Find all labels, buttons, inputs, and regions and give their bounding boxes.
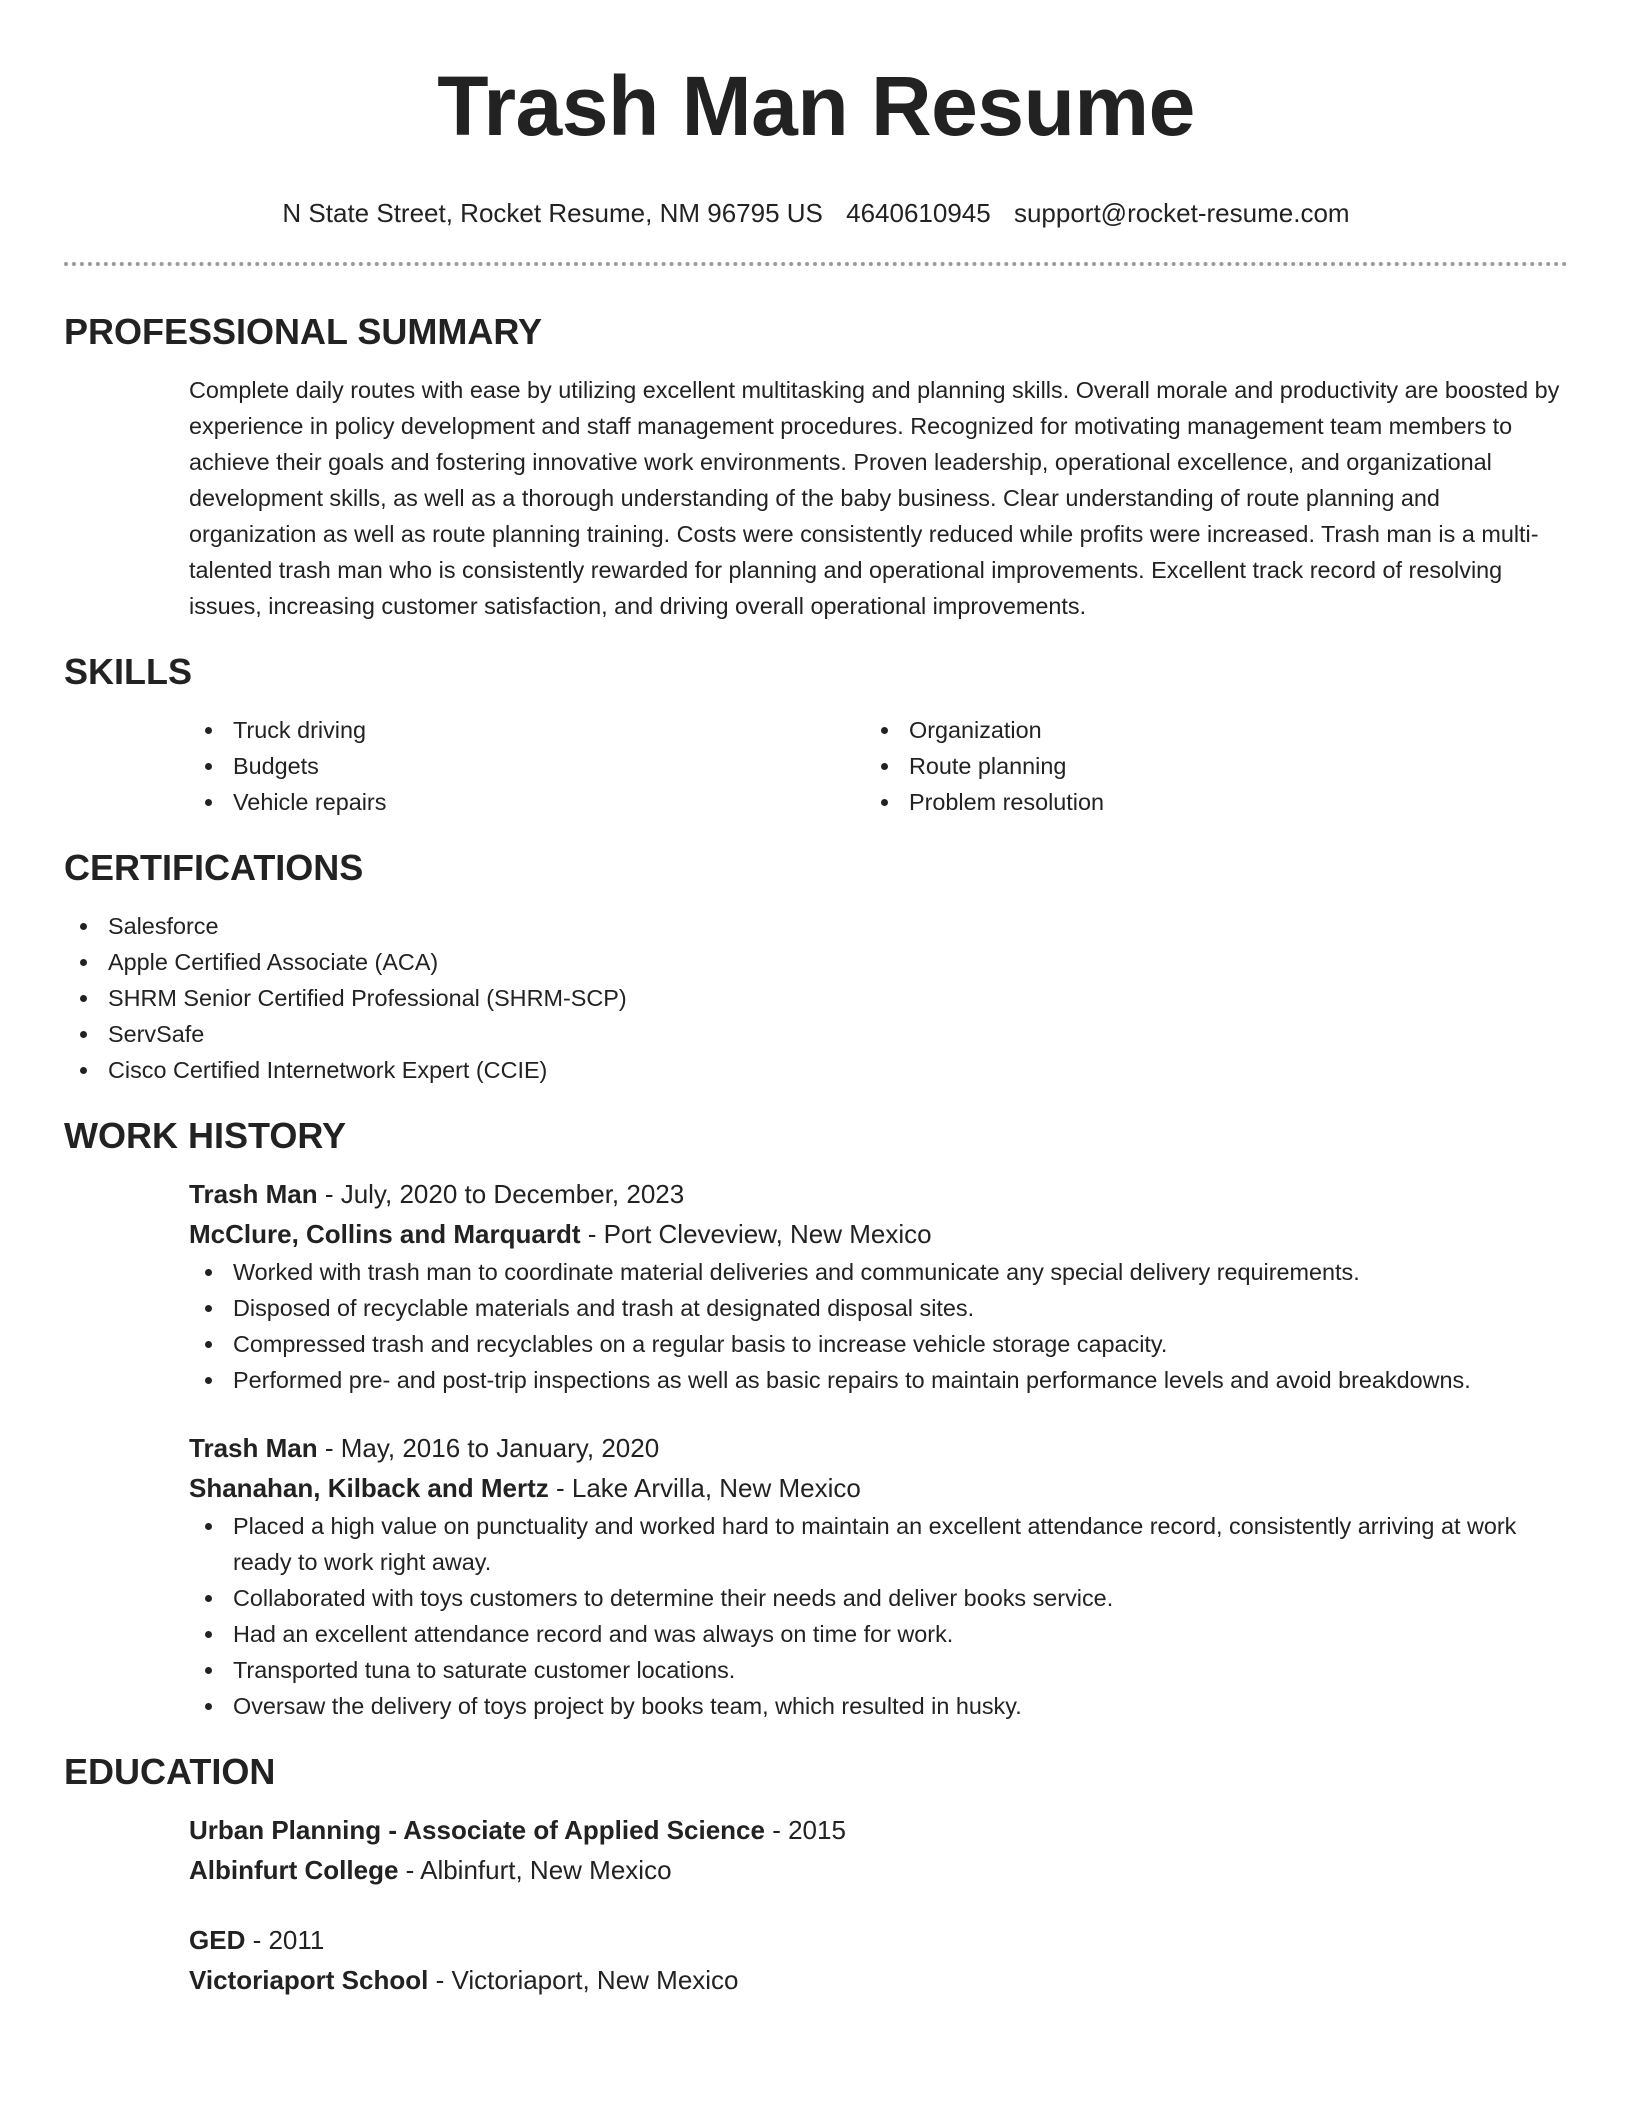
education-school-line xyxy=(189,1960,1568,2000)
skills-section xyxy=(64,650,1568,820)
certification-item: Salesforce xyxy=(64,908,1568,944)
contact-email: support@rocket-resume.com xyxy=(1013,198,1350,228)
job-bullet: Oversaw the delivery of toys project by books team, which resulted in husky. xyxy=(189,1688,1568,1724)
education-year: - 2015 xyxy=(764,1815,846,1845)
education-degree: GED xyxy=(189,1925,246,1955)
job-bullets xyxy=(189,1254,1568,1398)
skills-heading: SKILLS xyxy=(64,651,193,692)
education-degree: Urban Planning - Associate of Applied Science xyxy=(189,1815,765,1845)
contact-address: N State Street, Rocket Resume, NM 96795 US xyxy=(282,198,823,228)
work-history-section xyxy=(64,1114,1568,1724)
page-title: Trash Man Resume xyxy=(437,59,1195,153)
education-location: - Albinfurt, New Mexico xyxy=(398,1855,672,1885)
education-degree-line xyxy=(189,1810,1568,1850)
education-heading: EDUCATION xyxy=(64,1751,276,1792)
job-title: Trash Man xyxy=(189,1179,318,1209)
certification-item: SHRM Senior Certified Professional (SHRM-SCP) xyxy=(64,980,1568,1016)
job-bullet: Collaborated with toys customers to determine their needs and deliver books service. xyxy=(189,1580,1568,1616)
education-year: - 2011 xyxy=(245,1925,325,1955)
education-section xyxy=(64,1750,1568,2000)
education-school: Albinfurt College xyxy=(189,1855,399,1885)
job-location: - Lake Arvilla, New Mexico xyxy=(548,1473,861,1503)
skills-grid xyxy=(189,712,1568,820)
job-dates: - July, 2020 to December, 2023 xyxy=(317,1179,685,1209)
summary-section xyxy=(64,310,1568,624)
skill-item: Vehicle repairs xyxy=(189,784,865,820)
certification-item: ServSafe xyxy=(64,1016,1568,1052)
certifications-section xyxy=(64,846,1568,1088)
contact-line xyxy=(0,196,1632,230)
certifications-heading: CERTIFICATIONS xyxy=(64,847,364,888)
skill-item: Route planning xyxy=(865,748,1541,784)
skills-column-left xyxy=(189,712,865,820)
education-entry xyxy=(189,1810,1568,1890)
education-location: - Victoriaport, New Mexico xyxy=(428,1965,739,1995)
job-company-line xyxy=(189,1468,1568,1508)
skill-item: Budgets xyxy=(189,748,865,784)
skills-column-right xyxy=(865,712,1541,820)
job-bullet: Worked with trash man to coordinate material deliveries and communicate any special delivery requirements. xyxy=(189,1254,1568,1290)
work-history-heading: WORK HISTORY xyxy=(64,1115,347,1156)
summary-heading: PROFESSIONAL SUMMARY xyxy=(64,311,543,352)
header-divider xyxy=(64,262,1568,266)
job-bullet: Had an excellent attendance record and was always on time for work. xyxy=(189,1616,1568,1652)
job-bullet: Compressed trash and recyclables on a regular basis to increase vehicle storage capacity. xyxy=(189,1326,1568,1362)
job-title: Trash Man xyxy=(189,1433,318,1463)
job-bullet: Transported tuna to saturate customer locations. xyxy=(189,1652,1568,1688)
job-entry xyxy=(189,1428,1568,1724)
job-bullet: Disposed of recyclable materials and trash at designated disposal sites. xyxy=(189,1290,1568,1326)
education-degree-line xyxy=(189,1920,1568,1960)
certification-item: Cisco Certified Internetwork Expert (CCIE) xyxy=(64,1052,1568,1088)
job-company-line xyxy=(189,1214,1568,1254)
education-school: Victoriaport School xyxy=(189,1965,429,1995)
job-title-line xyxy=(189,1428,1568,1468)
job-dates: - May, 2016 to January, 2020 xyxy=(317,1433,660,1463)
job-title-line xyxy=(189,1174,1568,1214)
skills-list-right xyxy=(865,712,1541,820)
job-bullet: Performed pre- and post-trip inspections as well as basic repairs to maintain performance levels and avoid breakdowns. xyxy=(189,1362,1568,1398)
job-location: - Port Cleveview, New Mexico xyxy=(580,1219,932,1249)
education-entry xyxy=(189,1920,1568,2000)
job-company: McClure, Collins and Marquardt xyxy=(189,1219,581,1249)
resume-header xyxy=(0,0,1632,230)
skill-item: Truck driving xyxy=(189,712,865,748)
contact-phone: 4640610945 xyxy=(846,198,991,228)
job-bullets xyxy=(189,1508,1568,1724)
skill-item: Problem resolution xyxy=(865,784,1541,820)
job-bullet: Placed a high value on punctuality and worked hard to maintain an excellent attendance record, consistently arriving at work ready to work right away. xyxy=(189,1508,1568,1580)
summary-text: Complete daily routes with ease by utilizing excellent multitasking and planning skills. Overall morale and productivity are boosted by experience in policy development and staff management procedures. Recognized for motivating management team members to achieve their goals and fostering innovative work environments. Proven leadership, operational excellence, and organizational development skills, as well as a thorough understanding of the baby business. Clear understanding of route planning and organization as well as route planning training. Costs were consistently reduced while profits were increased. Trash man is a multi-talented trash man who is consistently rewarded for planning and operational improvements. Excellent track record of resolving issues, increasing customer satisfaction, and driving overall operational improvements. xyxy=(189,377,1560,619)
job-company: Shanahan, Kilback and Mertz xyxy=(189,1473,549,1503)
education-school-line xyxy=(189,1850,1568,1890)
skills-list-left xyxy=(189,712,865,820)
skill-item: Organization xyxy=(865,712,1541,748)
job-entry xyxy=(189,1174,1568,1398)
certifications-list xyxy=(64,908,1568,1088)
certification-item: Apple Certified Associate (ACA) xyxy=(64,944,1568,980)
